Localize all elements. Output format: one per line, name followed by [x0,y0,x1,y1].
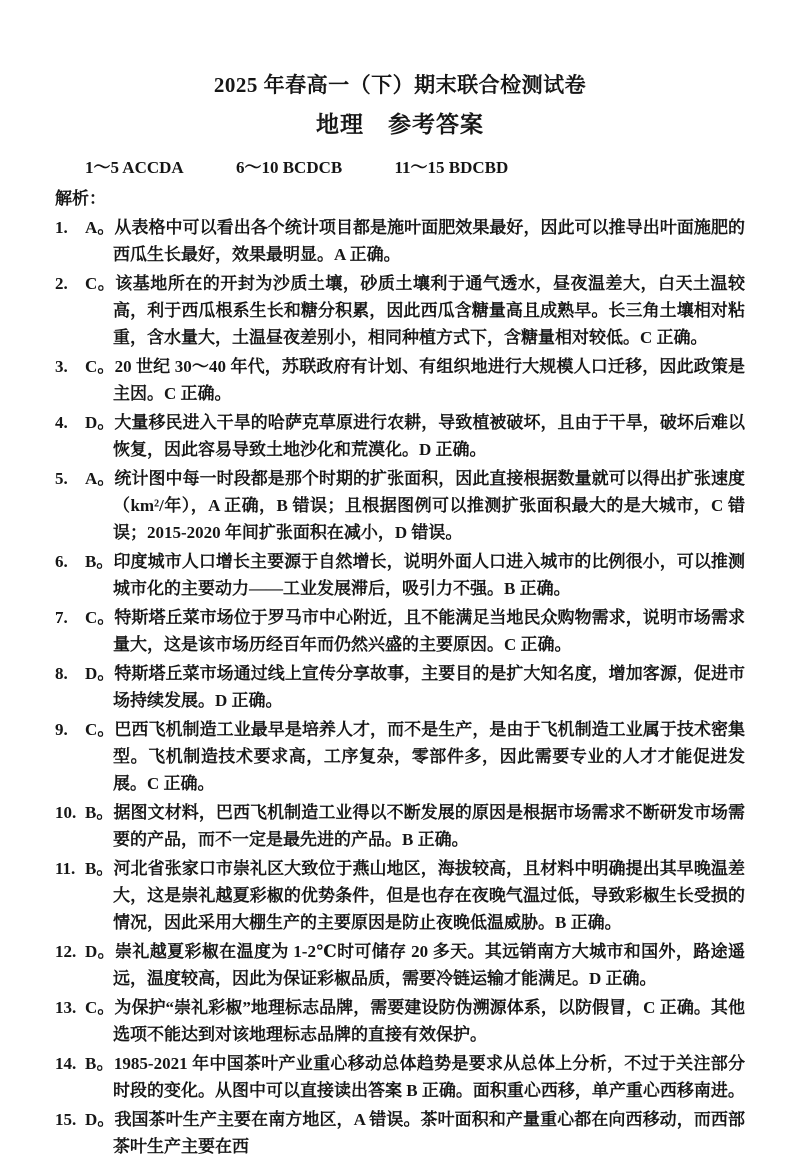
item-text: 河北省张家口市崇礼区大致位于燕山地区，海拔较高，且材料中明确提出其早晚温差大，这是崇礼越夏彩椒的优势条件，但是也存在夜晚气温过低，导致彩椒生长受损的情况，因此采用大棚生产的主要原因是防止夜晚低温威胁。B 正确。 [113,859,745,932]
item-text: 特斯塔丘菜市场位于罗马市中心附近，且不能满足当地民众购物需求，说明市场需求量大，这是该市场历经百年而仍然兴盛的主要原因。C 正确。 [113,608,746,654]
item-answer: D。 [85,664,115,683]
item-number: 13. [55,998,77,1017]
analysis-item [55,716,745,797]
item-text: 我国茶叶生产主要在南方地区，A 错误。茶叶面积和产量重心都在向西移动，而西部茶叶生产主要在西 [113,1110,746,1156]
item-number: 10. [55,803,77,822]
analysis-item [55,270,745,351]
item-text: 从表格中可以看出各个统计项目都是施叶面肥效果最好，因此可以推导出叶面施肥的西瓜生长最好，效果最明显。A 正确。 [113,218,746,264]
analysis-item [55,214,745,268]
analysis-item [55,604,745,658]
item-content [85,938,745,992]
item-answer: C。 [85,357,115,376]
answer-key-group-6-10: 6～10 BCDCB [235,158,343,177]
item-answer: D。 [85,1110,115,1129]
item-number: 5. [55,469,68,488]
item-answer: C。 [85,998,115,1017]
item-content [85,799,745,853]
item-content [85,604,745,658]
item-number: 15. [55,1110,77,1129]
item-answer: C。 [85,608,115,627]
item-answer: A。 [85,218,115,237]
item-answer: B。 [85,1054,114,1073]
item-number: 1. [55,218,68,237]
item-number: 8. [55,664,68,683]
item-content [85,855,745,936]
item-number: 3. [55,357,68,376]
item-text: 为保护“崇礼彩椒”地理标志品牌，需要建设防伪溯源体系，以防假冒，C 正确。其他选项不能达到对该地理标志品牌的直接有效保护。 [113,998,745,1044]
item-answer: C。 [85,274,116,293]
item-content [85,214,745,268]
item-content [85,994,745,1048]
item-number: 4. [55,413,68,432]
item-answer: A。 [85,469,115,488]
item-text: 印度城市人口增长主要源于自然增长，说明外面人口进入城市的比例很小，可以推测城市化的主要动力——工业发展滞后，吸引力不强。B 正确。 [113,552,745,598]
analysis-item [55,855,745,936]
item-text: 该基地所在的开封为沙质土壤，砂质土壤利于通气透水，昼夜温差大，白天土温较高，利于西瓜根系生长和糖分积累，因此西瓜含糖量高且成熟早。长三角土壤相对粘重，含水量大，土温昼夜差别小，相同种植方式下，含糖量相对较低。C 正确。 [113,274,746,347]
item-number: 12. [55,942,77,961]
item-text: 统计图中每一时段都是那个时期的扩张面积，因此直接根据数量就可以得出扩张速度（km²/年），A 正确，B 错误；且根据图例可以推测扩张面积最大的是大城市，C 错误；2015-2020 年间扩张面积在减小，D 错误。 [113,469,746,542]
analysis-list [55,214,745,1160]
item-content [85,660,745,714]
analysis-item [55,465,745,546]
analysis-item [55,660,745,714]
answer-key-group-11-15: 11～15 BDCBD [394,158,509,177]
item-number: 9. [55,720,68,739]
item-number: 14. [55,1054,77,1073]
analysis-item [55,1050,745,1104]
item-answer: B。 [85,859,114,878]
item-text: 崇礼越夏彩椒在温度为 1-2℃时可储存 20 多天。其远销南方大城市和国外，路途遥远，温度较高，因此为保证彩椒品质，需要冷链运输才能满足。D 正确。 [113,942,745,988]
item-content [85,353,745,407]
item-text: 大量移民进入干旱的哈萨克草原进行农耕，导致植被破坏，且由于干旱，破坏后难以恢复，因此容易导致土地沙化和荒漠化。D 正确。 [113,413,746,459]
subject-answer-heading: 地理 参考答案 [316,112,484,137]
analysis-item [55,799,745,853]
item-content [85,1106,745,1160]
item-text: 20 世纪 30～40 年代，苏联政府有计划、有组织地进行大规模人口迁移，因此政策是主因。C 正确。 [113,357,745,403]
analysis-item [55,994,745,1048]
item-content [85,1050,745,1104]
item-answer: B。 [85,552,114,571]
item-content [85,548,745,602]
analysis-item [55,938,745,992]
item-answer: D。 [85,413,115,432]
item-content [85,465,745,546]
item-number: 6. [55,552,68,571]
answer-key-row [55,156,745,180]
item-number: 2. [55,274,68,293]
item-number: 11. [55,859,76,878]
item-answer: D。 [85,942,116,961]
analysis-item [55,1106,745,1160]
analysis-label: 解析： [55,189,106,208]
item-content [85,270,745,351]
item-text: 巴西飞机制造工业最早是培养人才，而不是生产，是由于飞机制造工业属于技术密集型。飞机制造技术要求高，工序复杂，零部件多，因此需要专业的人才才能促进发展。C 正确。 [113,720,746,793]
analysis-item [55,409,745,463]
item-number: 7. [55,608,68,627]
analysis-item [55,548,745,602]
item-text: 特斯塔丘菜市场通过线上宣传分享故事，主要目的是扩大知名度，增加客源，促进市场持续发展。D 正确。 [113,664,746,710]
item-content [85,716,745,797]
analysis-item [55,353,745,407]
item-answer: C。 [85,720,115,739]
answer-key-group-1-5: 1～5 ACCDA [85,158,184,177]
item-text: 1985-2021 年中国茶叶产业重心移动总体趋势是要求从总体上分析，不过于关注部分时段的变化。从图中可以直接读出答案 B 正确。面积重心西移，单产重心西移南进。 [113,1054,745,1100]
item-text: 据图文材料，巴西飞机制造工业得以不断发展的原因是根据市场需求不断研发市场需要的产品，而不一定是最先进的产品。B 正确。 [113,803,745,849]
item-answer: B。 [85,803,114,822]
page-title: 2025 年春高一（下）期末联合检测试卷 [213,73,587,97]
item-content [85,409,745,463]
